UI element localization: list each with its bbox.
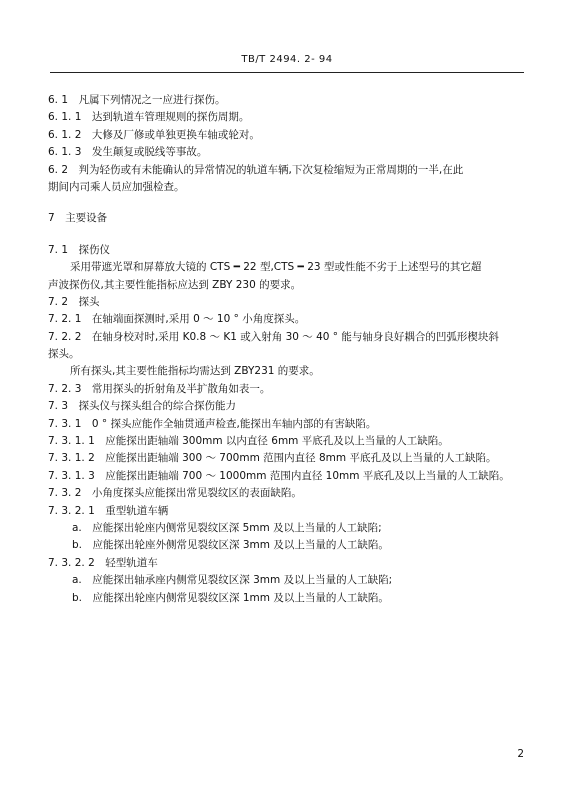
clause-6-2-cont: 期间内司乘人员应加强检查。 [48, 180, 185, 193]
clause-7-3-2-2-b: b. 应能探出轮座内侧常见裂纹区深 1mm 及以上当量的人工缺陷。 [72, 591, 389, 604]
clause-7-2-note: 所有探头,其主要性能指标均需达到 ZBY231 的要求。 [70, 365, 320, 378]
clause-7-3-1-1: 7. 3. 1. 1 应能探出距轴端 300mm 以内直径 6mm 平底孔及以上当量的人工缺陷。 [48, 435, 449, 448]
header-rule [50, 72, 524, 73]
clause-7-3-2: 7. 3. 2 小角度探头应能探出常见裂纹区的表面缺陷。 [48, 487, 302, 500]
clause-7-2-1: 7. 2. 1 在轴端面探测时,采用 0 ～ 10 ° 小角度探头。 [48, 313, 306, 326]
clause-6-1-1: 6. 1. 1 达到轨道车管理规则的探伤周期。 [48, 111, 250, 124]
clause-7-3-2-2: 7. 3. 2. 2 轻型轨道车 [48, 556, 158, 569]
document-code-header: TB/T 2494. 2- 94 [241, 54, 333, 65]
clause-6-2: 6. 2 判为轻伤或有未能确认的异常情况的轨道车辆,下次复检缩短为正常周期的一半,在此 [48, 163, 464, 176]
clause-7-3-2-1-a: a. 应能探出轮座内侧常见裂纹区深 5mm 及以上当量的人工缺陷; [72, 521, 382, 534]
clause-6-1-3: 6. 1. 3 发生颠复或脱线等事故。 [48, 146, 208, 159]
clause-7-1: 7. 1 探伤仪 [48, 243, 111, 256]
clause-6-1: 6. 1 凡属下列情况之一应进行探伤。 [48, 94, 226, 106]
clause-7-3-2-1-b: b. 应能探出轮座外侧常见裂纹区深 3mm 及以上当量的人工缺陷。 [72, 539, 389, 552]
clause-7-3-1-3: 7. 3. 1. 3 应能探出距轴端 700 ～ 1000mm 范围内直径 10mm 平底孔及以上当量的人工缺陷。 [48, 469, 510, 482]
clause-6-1-2: 6. 1. 2 大修及厂修或单独更换车轴或轮对。 [48, 128, 260, 141]
clause-7-3-1: 7. 3. 1 0 ° 探头应能作全轴贯通声检查,能探出车轴内部的有害缺陷。 [48, 417, 377, 430]
clause-7-1-text-cont: 声波探伤仪,其主要性能指标应达到 ZBY 230 的要求。 [48, 278, 302, 291]
clause-7-2-2-cont: 探头。 [48, 348, 80, 361]
clause-7-2-2: 7. 2. 2 在轴身校对时,采用 K0.8 ～ K1 或入射角 30 ～ 40 ° 能与轴身良好耦合的凹弧形楔块斜 [48, 330, 499, 343]
clause-7-2-3: 7. 2. 3 常用探头的折射角及半扩散角如表一。 [48, 382, 271, 395]
spacer [48, 228, 526, 242]
clause-7-3-1-2: 7. 3. 1. 2 应能探出距轴端 300 ～ 700mm 范围内直径 8mm 平底孔及以上当量的人工缺陷。 [48, 452, 497, 465]
clause-7-3: 7. 3 探头仪与探头组合的综合探伤能力 [48, 400, 237, 413]
spacer [48, 196, 526, 210]
section-7-heading: 7 主要设备 [48, 212, 108, 225]
page-number: 2 [517, 748, 524, 760]
clause-7-2: 7. 2 探头 [48, 295, 100, 308]
clause-7-1-text: 采用带遮光罩和屏幕放大镜的 CTS ━ 22 型,CTS ━ 23 型或性能不劣于上述型号的其它超 [70, 261, 482, 274]
clause-7-3-2-1: 7. 3. 2. 1 重型轨道车辆 [48, 504, 169, 517]
document-body [48, 92, 526, 607]
clause-7-3-2-2-a: a. 应能探出轴承座内侧常见裂纹区深 3mm 及以上当量的人工缺陷; [72, 574, 393, 587]
